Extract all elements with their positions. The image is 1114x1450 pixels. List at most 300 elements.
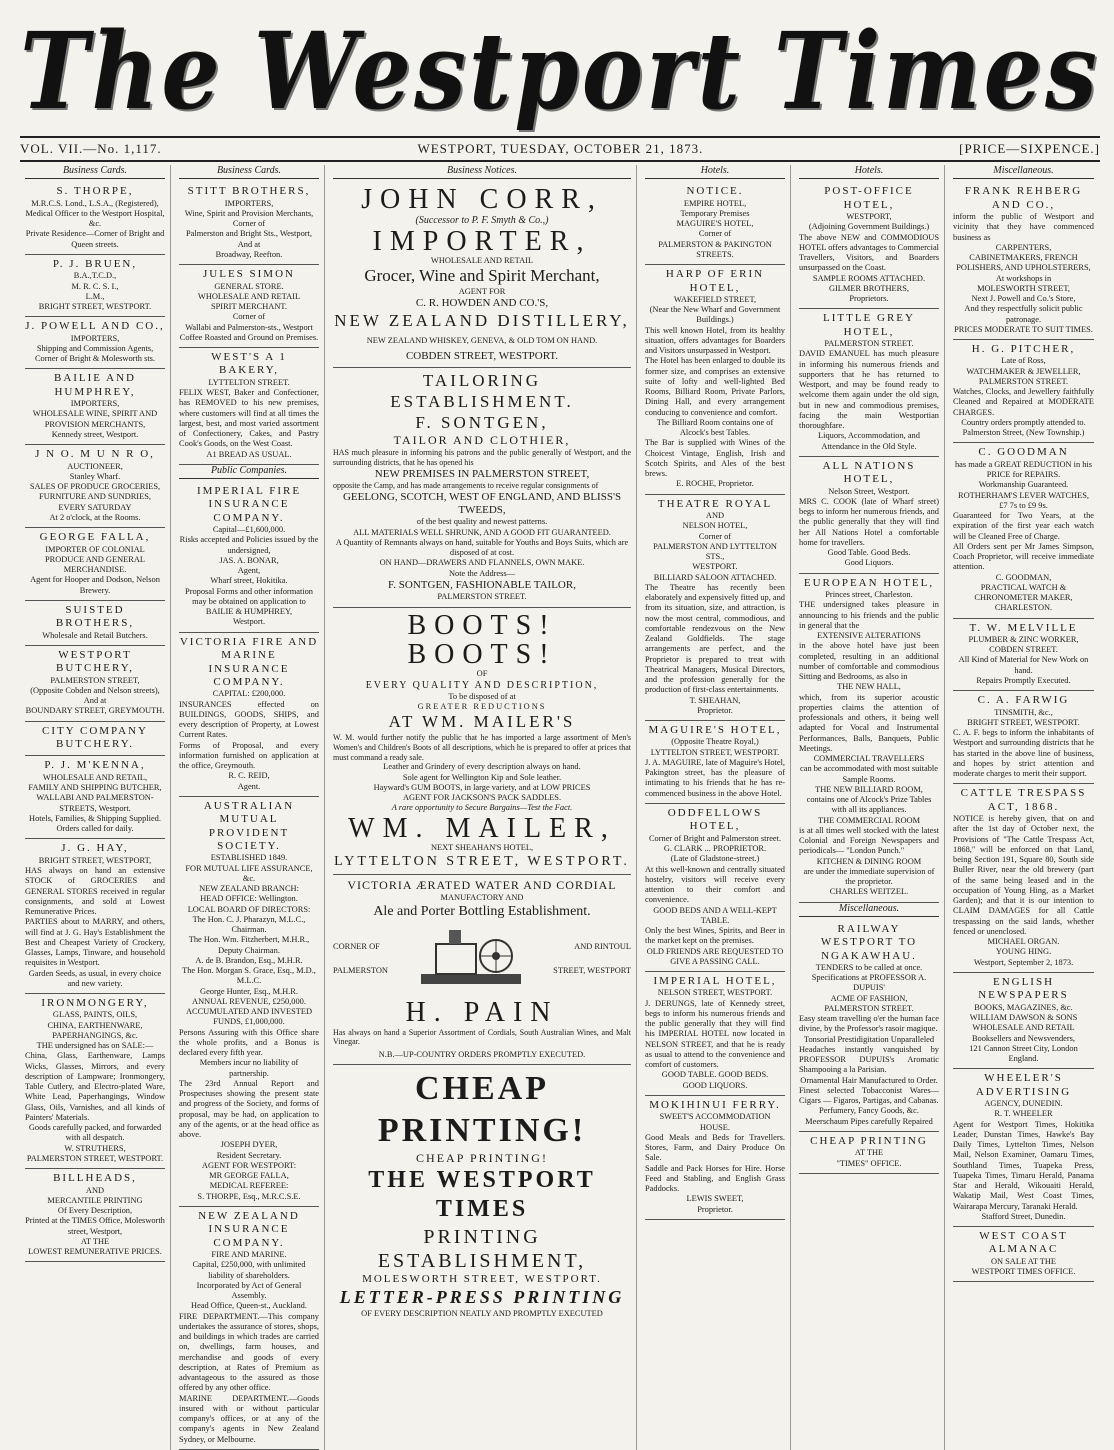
ad-line: WHOLESALE AND RETAIL: [197, 291, 301, 301]
ad-line: Only the best Wines, Spirits, and Beer in the market kept on the premises.: [645, 926, 785, 946]
ad-title: F. SONTGEN,: [415, 412, 549, 432]
ad-line: AND RINTOUL: [574, 942, 631, 952]
masthead: [20, 8, 1100, 134]
ad-line: NELSON STREET, WESTPORT.: [657, 988, 773, 998]
ad-title: THE WESTPORT TIMES: [368, 1166, 596, 1223]
ad-line: opposite the Camp, and has made arrangements to receive regular consignments of: [333, 480, 599, 490]
ad-line: The Hon. Wm. Fitzherbert, M.H.R., Deputy Chairman.: [188, 935, 310, 955]
ad-line: At this well-known and centrally situated hostelry, visitors will receive every attention to their comfort and convenience.: [645, 864, 785, 905]
ad-line: GOOD TABLE. GOOD BEDS.: [661, 1070, 769, 1080]
ad-line: is at all times well stocked with the latest Colonial and Foreign Newspapers and periodicals— "London Punch.": [799, 825, 939, 856]
ad-line: B.A.,T.C.D.,: [73, 271, 117, 281]
ad-line: inform the public of Westport and vicinity that they have commenced business as: [953, 212, 1094, 242]
advertisement: [645, 721, 785, 804]
ad-title: VICTORIA FIRE AND MARINE INSURANCE COMPANY.: [179, 635, 319, 688]
volume-number: VOL. VII.—No. 1,117.: [20, 141, 162, 156]
advertisement: [25, 317, 165, 369]
ad-line: COMMERCIAL TRAVELLERS: [813, 754, 925, 764]
advert-sontgen: [333, 368, 631, 607]
ad-line: The Hon. C. J. Pharazyn, M.L.C., Chairman.: [192, 914, 306, 935]
ad-line: Westport, September 2, 1873.: [973, 957, 1074, 967]
ad-line: Printed at the TIMES Office, Molesworth street, Westport,: [25, 1216, 165, 1236]
advertisement: [953, 1227, 1094, 1282]
ad-line: EMPIRE HOTEL,: [683, 198, 747, 208]
ad-line: Palmerston and Bright Sts., Westport,: [186, 229, 312, 239]
ad-line: WESTPORT TIMES OFFICE.: [971, 1267, 1076, 1277]
ad-title: LETTER-PRESS PRINTING: [339, 1286, 625, 1307]
column-heading: Hotels.: [799, 165, 939, 179]
ad-line: PALMERSTON STREET.: [824, 1003, 914, 1013]
ad-line: EVERY SATURDAY: [58, 502, 132, 512]
ad-line: C. GOODMAN,: [995, 572, 1052, 582]
ad-line: And at: [83, 696, 107, 706]
advertisement: [25, 445, 165, 528]
ad-line: FIRE AND MARINE.: [211, 1250, 287, 1260]
ad-title: MAGUIRE'S HOTEL,: [648, 724, 782, 737]
ad-line: CHINA, EARTHENWARE,: [47, 1020, 143, 1030]
advert-mailer: [333, 608, 631, 876]
ad-line: MR GEORGE FALLA,: [209, 1171, 289, 1181]
ad-line: BRIGHT STREET, WESTPORT.: [967, 717, 1080, 727]
ad-line: IMPORTERS,: [70, 333, 120, 343]
advert-cheap-printing: [333, 1065, 631, 1322]
ad-line: BRIGHT STREET, WESTPORT.: [38, 302, 152, 311]
ad-line: J. A. MAGUIRE, late of Maguire's Hotel, Pakington street, has the pleasure of intimating to his friends that he has re-commenced business in the above Hotel.: [645, 757, 785, 798]
ad-line: Tonsorial Prestidigitation Unparalleled: [803, 1034, 935, 1044]
ad-line: JAS. A. BONAR,: [219, 555, 279, 565]
ad-line: Wharf street, Hokitika.: [210, 576, 288, 586]
ad-line: WATCHMAKER & JEWELLER,: [966, 366, 1081, 376]
ad-line: BAILIE & HUMPHREY,: [205, 607, 293, 617]
ad-line: BOUNDARY STREET, GREYMOUTH.: [25, 706, 165, 716]
ad-line: M.R.C.S. Lond., L.S.A., (Registered),: [31, 198, 159, 208]
ad-title: STITT BROTHERS,: [187, 185, 311, 198]
ad-line: THE undersigned takes pleasure in announcing to his friends and the public in general that the: [799, 600, 939, 630]
ad-line: Repairs Promptly Executed.: [976, 675, 1071, 685]
ad-line: Wine, Spirit and Provision Merchants,: [184, 208, 314, 218]
advert-pain: [333, 875, 631, 1065]
ad-line: Agent for Hooper and Dodson, Nelson Brewery.: [30, 575, 160, 595]
ad-title: VICTORIA ÆRATED WATER AND CORDIAL: [347, 878, 617, 893]
ad-line: AND: [85, 1185, 105, 1195]
advertisement: [25, 1169, 165, 1262]
ad-line: PALMERSTON & PAKINGTON STREETS.: [658, 239, 772, 259]
ad-line: C. R. HOWDEN AND CO.'S,: [415, 297, 549, 310]
ad-line: C. A. F. begs to inform the inhabitants of Westport and surrounding districts that he has started in the above line of business, and hopes by strict attention and moderate charges to merit their support.: [953, 728, 1094, 779]
ad-title: P. J. M'KENNA,: [44, 759, 146, 772]
ad-line: Wallabi and Palmerston-sts., Westport: [185, 322, 313, 332]
ad-line: BOOKS, MAGAZINES, &c.: [974, 1002, 1073, 1012]
ad-line: Proprietor.: [697, 705, 733, 715]
ad-line: ESTABLISHED 1849.: [210, 853, 288, 863]
ad-title: C. GOODMAN: [978, 446, 1069, 459]
advertisement: [179, 348, 319, 465]
column-3: [328, 165, 637, 1450]
ad-line: LYTTELTON STREET.: [208, 377, 290, 387]
advertisement: [179, 633, 319, 797]
ad-title: WHEELER'S ADVERTISING: [975, 1072, 1072, 1098]
ad-line: The above NEW and COMMODIOUS HOTEL offers advantages to Commercial Travellers, Visitors, and Boarders unsurpassed on the Coast.: [799, 232, 940, 273]
ad-line: SPIRIT MERCHANT.: [210, 302, 287, 311]
ad-line: Corner of Bright & Molesworth sts.: [34, 354, 156, 364]
columns: [20, 165, 1100, 1444]
ad-line: Proprietors.: [849, 294, 889, 303]
ad-line: Meerschaum Pipes carefully Repaired: [805, 1116, 933, 1126]
column-heading: Miscellaneous.: [953, 165, 1094, 179]
ad-title: BILLHEADS,: [53, 1172, 137, 1185]
ad-line: NOTICE is hereby given, that on and after the 1st day of October next, the Provisions of "The Cattle Trespass Act, 1868," will be enforced on that Land, being Section 191, Square 80, South side Buller River, near the old brewery (part of the same being leased and in the occupation of Young Hing, as a Market Garden); and that it is our intention to CLAIM DAMAGES for all Cattle trespassing on the said lands, whether fenced or unenclosed.: [953, 814, 1094, 936]
advertisement: [645, 804, 785, 972]
ad-line: ALL MATERIALS WELL SHRUNK, AND A GOOD FIT GUARANTEED.: [353, 527, 611, 537]
ad-title: POST-OFFICE HOTEL,: [824, 185, 914, 211]
ad-line: Princes street, Charleston.: [825, 590, 913, 600]
ad-line: YOUNG HING.: [995, 947, 1052, 957]
ad-line: Leather and Grindery of every description always on hand.: [383, 762, 581, 772]
ad-line: Capital, £250,000, with unlimited liability of shareholders.: [192, 1260, 306, 1280]
ad-line: MEDICAL REFEREE:: [209, 1181, 289, 1191]
ad-line: S. THORPE, Esq., M.R.C.S.E.: [197, 1191, 301, 1201]
ad-line: Shipping and Commission Agents,: [36, 343, 154, 353]
ad-title: MOKIHINUI FERRY.: [649, 1098, 781, 1111]
ad-line: ON SALE AT THE: [990, 1256, 1057, 1266]
ad-line: Corner of: [232, 219, 266, 229]
ad-line: The 23rd Annual Report and Prospectuses showing the present state and progress of the Society, and forms of proposal, may be had, on application to any of the agents, or at the head office as above.: [179, 1078, 319, 1140]
ad-line: Late of Ross,: [1001, 356, 1046, 366]
ad-line: CHARLES WEITZEL.: [829, 887, 909, 897]
ad-title: SUISTED BROTHERS,: [55, 603, 135, 630]
ad-line: MOLESWORTH STREET, WESTPORT.: [362, 1273, 602, 1286]
column-5: [794, 165, 945, 1450]
ad-line: L.M.,: [85, 291, 105, 301]
advertisement: [179, 482, 319, 633]
advertisement: [953, 619, 1094, 692]
ad-title: AUSTRALIAN MUTUAL PROVIDENT SOCIETY.: [203, 799, 295, 853]
ad-line: MOLESWORTH STREET,: [977, 283, 1070, 293]
ad-line: Saddle and Pack Horses for Hire. Horse Feed and Stabling, and English Grass Paddocks.: [645, 1163, 785, 1194]
ad-line: AGENT FOR WESTPORT:: [201, 1160, 297, 1170]
ad-line: DAVID EMANUEL has much pleasure in informing his numerous friends and supporters that he has returned to Westport, and may be found ready to welcome them again under the old sign, but in new and commodious premises, facing the main Westportian thoroughfare.: [799, 349, 939, 431]
ad-title: ALL NATIONS HOTEL,: [822, 459, 916, 486]
ad-line: G. CLARK ... PROPRIETOR.: [663, 844, 767, 854]
ad-line: (Successor to P. F. Smyth & Co.,): [415, 214, 549, 226]
ad-line: NEXT SHEAHAN'S HOTEL,: [430, 842, 534, 852]
ad-title: C. A. FARWIG: [977, 694, 1070, 707]
ad-line: FIRE DEPARTMENT.—This company undertakes the assurance of stores, shops, and buildings in which trades are carried on, dwellings, farm houses, and merchandise and goods of every description, at Rates of Premium as advantageous to the assured as those offered by any other office.: [179, 1311, 319, 1393]
ad-line: MANUFACTORY AND: [440, 892, 524, 902]
ad-line: Has always on hand a Superior Assortment of Cordials, South Australian Wines, and Malt Vinegar.: [333, 1027, 631, 1047]
ad-line: NEW PREMISES IN PALMERSTON STREET,: [374, 467, 590, 480]
bottling-machine-illustration: [411, 924, 531, 994]
advertisement: [645, 972, 785, 1096]
ad-line: Goods carefully packed, and forwarded with all despatch.: [28, 1123, 162, 1143]
ad-line: COBDEN STREET.: [989, 645, 1058, 655]
ad-title: BAILIE AND HUMPHREY,: [53, 372, 137, 398]
advertisement: [25, 255, 165, 317]
ad-line: AUCTIONEER,: [67, 461, 123, 471]
ad-line: MRS C. COOK (late of Wharf street) begs to inform her numerous friends, and the public generally that they will find her All Nations Hotel a comfortable home for travellers.: [799, 496, 939, 547]
ad-line: HAS always on hand an extensive STOCK of GROCERIES and GENERAL STORES received in regular consignments, and sold at Lowest Remunerative Prices.: [25, 866, 165, 917]
ad-line: Country orders promptly attended to.: [961, 417, 1086, 427]
advertisement: [179, 182, 319, 265]
ad-title: BOOTS! BOOTS!: [407, 609, 557, 671]
masthead-word-1: The: [20, 8, 223, 134]
ad-line: GEELONG, SCOTCH, WEST OF ENGLAND, AND BLISS'S TWEEDS,: [342, 490, 622, 517]
ad-line: EXTENSIVE ALTERATIONS: [817, 631, 921, 641]
ad-line: T. SHEAHAN,: [689, 695, 741, 705]
ad-line: Easy steam travelling o'er the human face divine, by the Professor's rasoir magique.: [799, 1014, 939, 1034]
ad-line: GOOD LIQUORS.: [682, 1080, 748, 1090]
ad-line: Palmerston Street, (New Township.): [962, 428, 1085, 438]
ad-line: Good Table. Good Beds.: [827, 548, 911, 558]
ad-line: Proposal Forms and other information may be obtained on application to: [185, 586, 313, 606]
ad-line: (Adjoining Government Buildings.): [808, 222, 930, 232]
dateline: [20, 136, 1100, 162]
ad-line: All Orders sent per Mr James Simpson, Coach Proprietor, will receive immediate attention.: [953, 541, 1094, 572]
ad-line: PAPERHANGINGS, &c.: [52, 1030, 138, 1040]
ad-line: LEWIS SWEET,: [686, 1194, 744, 1204]
ad-line: AGENCY, DUNEDIN.: [984, 1099, 1063, 1109]
ad-line: WHOLESALE AND RETAIL: [972, 1023, 1075, 1033]
advertisement: [799, 182, 939, 309]
ad-line: WAKEFIELD STREET,: [673, 294, 757, 304]
ad-line: China, Glass, Earthenware, Lamps Wicks, Glasses, Mirrors, and every description of Lampware; Ironmongery, Table Cutlery, and Electro-plated Ware, White Lead, Paperhangings, Window Glass, Oils, Varnishes, and all kinds of Painters' Materials.: [25, 1051, 165, 1122]
advertisement: [953, 443, 1094, 618]
ad-line: of the best quality and newest patterns.: [416, 517, 548, 527]
column-2: [174, 165, 325, 1450]
ad-line: Stafford Street, Dunedin.: [981, 1211, 1066, 1221]
ad-title: ENGLISH NEWSPAPERS: [978, 975, 1069, 1002]
ad-line: Agent.: [237, 781, 261, 791]
ad-title: FRANK REHBERG AND CO.,: [964, 185, 1083, 211]
ad-line: STREET, WESTPORT: [553, 966, 631, 976]
ad-title: P. J. BRUEN,: [52, 257, 138, 270]
ad-line: W. STRUTHERS,: [64, 1143, 126, 1153]
ad-line: NEW ZEALAND WHISKEY, GENEVA, & OLD TOM ON HAND.: [366, 335, 598, 345]
ad-line: The Hotel has been enlarged to double its former size, and comprises an extensive suite of lofty and well-lighted Bed Rooms, Billiard Room, Private Parlors, Dining Hall, and every arrangement conducing to convenience and comfort.: [645, 356, 785, 417]
ad-line: Kennedy street, Westport.: [51, 429, 139, 439]
ad-line: AND: [705, 511, 725, 521]
ad-line: Note the Address—: [448, 568, 516, 578]
ad-line: contains one of Alcock's Prize Tables with all its appliances.: [806, 795, 932, 815]
advert-john-corr: [333, 182, 631, 368]
ad-line: BILLIARD SALOON ATTACHED.: [653, 572, 777, 582]
ad-line: ANNUAL REVENUE, £250,000.: [192, 996, 306, 1006]
ad-title: J. POWELL AND CO.,: [25, 320, 165, 333]
advertisement: [25, 646, 165, 722]
advertisement: [179, 1207, 319, 1450]
ad-line: At workshops in: [995, 273, 1052, 283]
ad-line: And they respectfully solicit public patronage.: [964, 304, 1083, 324]
ad-line: PRACTICAL WATCH & CHRONOMETER MAKER,: [974, 582, 1073, 603]
ad-line: WESTPORT,: [846, 212, 892, 221]
ad-line: which, from its superior acoustic properties claims the attention of professionals and others, it being well adapted for Vocal and Instrumental Performances, Balls, Banquets, Public Meetings.: [799, 692, 939, 753]
ad-line: can be accommodated with most suitable Sample Rooms.: [800, 764, 938, 784]
ad-line: MERCANTILE PRINTING: [47, 1195, 143, 1205]
ad-line: Hayward's GUM BOOTS, in large variety, and at LOW PRICES: [373, 782, 591, 792]
ad-line: M. R. C. S. I.,: [71, 281, 119, 291]
ad-line: A1 BREAD AS USUAL.: [206, 449, 292, 459]
ad-line: PALMERSTON STREET.: [824, 339, 914, 349]
ad-line: Nelson Street, Westport.: [828, 486, 910, 496]
ad-title: H. G. PITCHER,: [971, 343, 1076, 355]
ad-line: (Opposite Theatre Royal,): [671, 737, 759, 747]
ad-line: THE NEW BILLIARD ROOM,: [815, 784, 923, 794]
ad-line: PRICES MODERATE TO SUIT TIMES.: [954, 324, 1093, 334]
advertisement: [953, 182, 1094, 340]
ad-line: JOSEPH DYER,: [220, 1140, 278, 1150]
ad-line: (Opposite Cobden and Nelson streets),: [30, 685, 160, 695]
ad-line: MICHAEL ORGAN.: [987, 937, 1060, 947]
ad-line: CORNER OF: [333, 942, 380, 952]
column-heading: Business Cards.: [25, 165, 165, 179]
ad-line: INSURANCES effected on BUILDINGS, GOODS, SHIPS, and every description of Property, at Lowest Current Rates.: [179, 699, 319, 740]
ad-line: HEAD OFFICE: Wellington.: [200, 894, 298, 904]
ad-title: ODDFELLOWS HOTEL,: [667, 806, 763, 833]
ad-line: GOOD BEDS AND A WELL-KEPT TABLE.: [653, 905, 777, 925]
ad-line: PLUMBER & ZINC WORKER,: [968, 634, 1079, 644]
advertisement: [25, 994, 165, 1169]
ad-line: Ornamental Hair Manufactured to Order.: [800, 1075, 938, 1085]
advertisement: [799, 309, 939, 457]
ad-line: OF EVERY DESCRIPTION NEATLY AND PROMPTLY EXECUTED: [361, 1308, 603, 1318]
ad-line: IMPORTERS,: [224, 198, 274, 208]
ad-title: EUROPEAN HOTEL,: [803, 576, 935, 589]
ad-line: Corner of: [698, 531, 732, 541]
ad-line: are under the immediate supervision of the proprietor.: [803, 866, 935, 887]
ad-line: LYTTELTON STREET, WESTPORT.: [334, 854, 630, 870]
ad-line: The Bar is supplied with Wines of the Choicest Vintage, English, Irish and Scotch Spirits, and Ales of the best brews.: [645, 438, 785, 479]
ad-line: TAILOR AND CLOTHIER,: [393, 433, 571, 448]
advertisement: [645, 1096, 785, 1220]
ad-line: Booksellers and Newsvenders,: [971, 1033, 1076, 1043]
advertisement: [953, 973, 1094, 1069]
ad-title: TAILORING ESTABLISHMENT.: [390, 371, 574, 411]
ad-line: Risks accepted and Policies issued by the undersigned,: [179, 535, 319, 555]
ad-title: IMPERIAL HOTEL,: [653, 975, 777, 988]
column-heading: Public Companies.: [179, 465, 319, 479]
ad-line: Watches, Clocks, and Jewellery faithfully Cleaned and Repaired at MODERATE CHARGES.: [953, 387, 1094, 417]
ad-line: Capital—£1,600,000.: [212, 525, 286, 535]
ad-line: Coffee Roasted and Ground on Premises.: [179, 332, 319, 342]
ad-line: SAMPLE ROOMS ATTACHED.: [812, 273, 926, 283]
ad-line: Perfumery, Fancy Goods, &c.: [819, 1106, 919, 1116]
ad-line: MAGUIRE'S HOTEL,: [676, 219, 754, 229]
ad-line: TINSMITH, &c.,: [994, 707, 1053, 717]
ad-title: AT WM. MAILER'S: [388, 712, 576, 732]
ad-line: Agent for Westport Times, Hokitika Leader, Dunstan Times, Hawke's Bay Daily Times, Lyttelton Times, Nelson Mail, Nelson Examiner, Oamaru Times, Southland Times, Tuapeka Press, Tuapeka Times, Timaru Herald, Panama Star and Herald, Wikouaiti Herald, Wakatip Mail, West Coast Times, Wairarapa Mercury, Taranaki Herald.: [953, 1119, 1094, 1211]
advertisement: [25, 369, 165, 445]
column-heading: Hotels.: [645, 165, 785, 179]
ad-line: CAPITAL: £200,000.: [212, 689, 286, 699]
ad-line: Liquors, Accommodation, and Attendance in the Old Style.: [818, 431, 920, 451]
ad-title: T. W. MELVILLE: [969, 621, 1078, 634]
ad-line: WILLIAM DAWSON & SONS: [969, 1013, 1078, 1022]
column-6: [948, 165, 1099, 1450]
masthead-word-2: Westport: [253, 8, 744, 134]
ad-line: ACCUMULATED AND INVESTED FUNDS, £1,000,000.: [185, 1007, 313, 1027]
advertisement: [799, 920, 939, 1132]
ad-line: Proprietor.: [697, 1204, 733, 1214]
ad-title: WEST'S A 1 BAKERY,: [211, 351, 287, 377]
ad-title: CATTLE TRESPASS ACT, 1868.: [960, 787, 1087, 813]
ad-title: LITTLE GREY HOTEL,: [823, 312, 915, 338]
ad-line: Corner of Bright and Palmerston street.: [648, 833, 782, 843]
ad-line: IMPORTERS,: [70, 399, 120, 409]
advertisement: [25, 528, 165, 601]
ad-line: CARPENTERS,: [995, 242, 1052, 252]
ad-line: Orders called for daily.: [56, 824, 134, 834]
ad-line: AT THE: [80, 1236, 110, 1246]
ad-line: The Hon. Morgan S. Grace, Esq., M.D., M.L.C.: [182, 966, 316, 986]
ad-line: LYTTELTON STREET, WESTPORT.: [650, 747, 780, 757]
ad-title: H. PAIN: [405, 997, 559, 1029]
ad-line: OLD FRIENDS ARE REQUESTED TO GIVE A PASSING CALL.: [646, 946, 784, 966]
ad-line: WHOLESALE AND RETAIL,: [42, 772, 148, 782]
ad-line: ON HAND—DRAWERS AND FLANNELS, OWN MAKE.: [379, 558, 585, 568]
ad-line: The Theatre has recently been elaborately and expensively fitted up, and from its situation, size, and attraction, is now the most central, commodious, and comfortable rendezvous on the New Zealand Goldfields. The stage arrangements are perfect, and the Proprietor is prepared to treat with Theatrical Managers, Musical Directors, and the profession generally for the production of first-class entertainments.: [645, 582, 785, 695]
ad-line: J. DERUNGS, late of Kennedy street, begs to inform his numerous friends and the public generally that they will find his IMPERIAL HOTEL now located in NELSON STREET, and that he is ready as usual to attend to the convenience and comfort of customers.: [645, 998, 785, 1070]
ad-line: AGENT FOR JACKSON'S PACK SADDLES.: [402, 793, 562, 803]
ad-title: THEATRE ROYAL: [657, 497, 773, 510]
ad-line: F. SONTGEN, FASHIONABLE TAILOR,: [388, 578, 576, 591]
ad-line: COBDEN STREET, WESTPORT.: [405, 349, 559, 362]
advertisement: [645, 265, 785, 495]
ad-title: JULES SIMON: [203, 268, 295, 281]
advertisement: [799, 1132, 939, 1174]
ad-line: ACME OF FASHION,: [830, 993, 908, 1003]
column-heading: Miscellaneous.: [799, 903, 939, 917]
ad-line: FAMILY AND SHIPPING BUTCHER,: [28, 783, 162, 793]
ad-line: GLASS, PAINTS, OILS,: [52, 1010, 138, 1020]
ad-title: RAILWAY WESTPORT TO NGAKAWHAU.: [820, 922, 918, 962]
masthead-word-3: Times: [773, 8, 1100, 134]
ad-line: Broadway, Reefton.: [215, 249, 283, 259]
ad-line: (Late of Gladstone-street.): [670, 854, 760, 864]
advertisement: [645, 182, 785, 265]
ad-title: GEORGE FALLA,: [39, 531, 151, 544]
ad-line: PALMERSTON AND LYTTELTON STS.,: [653, 541, 777, 562]
ad-line: Next J. Powell and Co.'s Store,: [971, 294, 1076, 303]
ad-line: FELIX WEST, Baker and Confectioner, has REMOVED to his new premises, where customers will find at all times the largest, best, and most varied assortment of Confectionery, Cakes, and Pastry Cook's Goods, on the West Coast.: [179, 388, 319, 449]
ad-line: LOWEST REMUNERATIVE PRICES.: [28, 1247, 162, 1257]
ad-line: NEW ZEALAND BRANCH:: [199, 884, 299, 894]
ad-title: IMPORTER,: [372, 225, 592, 257]
ad-line: R. T. WHEELER: [994, 1109, 1053, 1119]
issue-date: WESTPORT, TUESDAY, OCTOBER 21, 1873.: [417, 141, 704, 156]
advertisement: [799, 574, 939, 903]
advertisement: [25, 722, 165, 757]
ad-line: The Billiard Room contains one of Alcock's best Tables.: [656, 417, 774, 438]
ad-title: S. THORPE,: [56, 185, 134, 198]
ad-line: THE COMMERCIAL ROOM: [817, 815, 921, 825]
ad-line: KITCHEN & DINING ROOM: [816, 856, 922, 866]
ad-line: has made a GREAT REDUCTION in his PRICE for REPAIRS.: [954, 459, 1093, 480]
ad-line: N.B.—UP-COUNTRY ORDERS PROMPTLY EXECUTED.: [378, 1050, 586, 1060]
ad-title: CHEAP PRINTING: [810, 1134, 928, 1147]
ad-line: 121 Cannon Street City, London: [969, 1043, 1078, 1053]
ad-line: GILMER BROTHERS,: [828, 283, 910, 293]
ad-line: Hotels, Families, & Shipping Supplied.: [29, 813, 161, 823]
ad-line: IMPORTER OF COLONIAL PRODUCE AND GENERAL MERCHANDISE.: [44, 544, 146, 575]
ad-line: Agent,: [237, 566, 261, 576]
ad-line: OF: [476, 669, 488, 679]
ad-line: in the above hotel have just been completed, resulting in an additional number of comfortable and commodious Sitting and Bedrooms, as also in: [799, 641, 939, 682]
ad-line: BRIGHT STREET, WESTPORT,: [38, 855, 152, 865]
advertisement: [799, 457, 939, 574]
ad-line: CHEAP PRINTING!: [416, 1151, 548, 1166]
ad-title: CHEAP PRINTING!: [377, 1070, 587, 1149]
ad-line: A Quantity of Remnants always on hand, suitable for Youths and Boys Suits, which are disposed of at cost.: [335, 537, 629, 558]
